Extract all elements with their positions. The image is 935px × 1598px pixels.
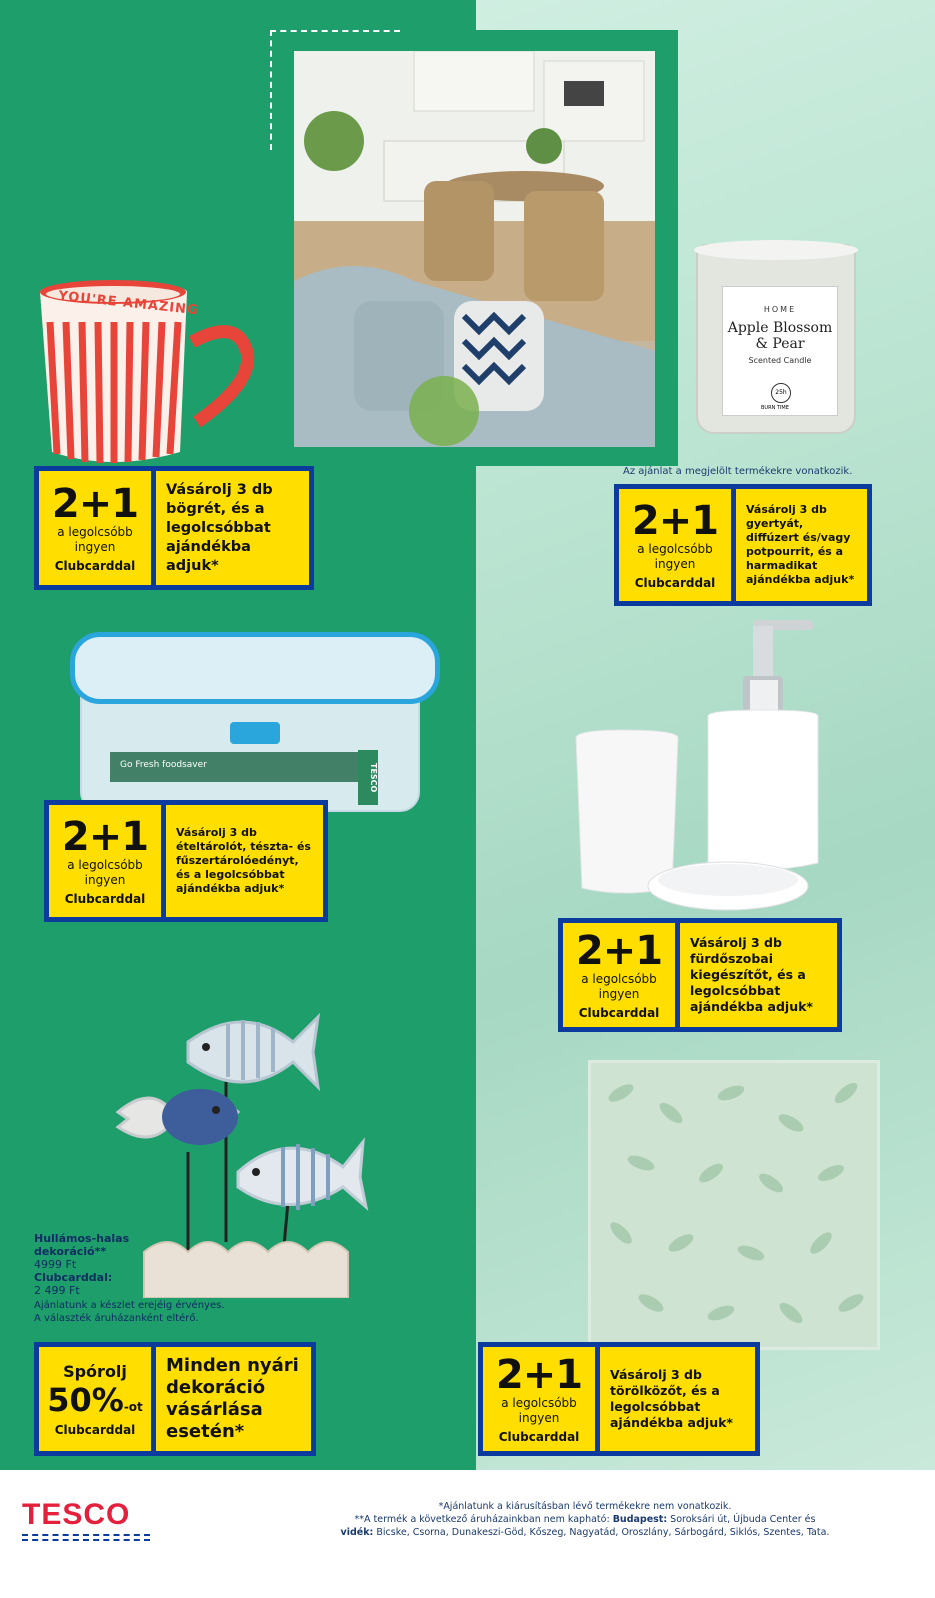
interior-photo bbox=[294, 51, 655, 447]
promo-save-50 bbox=[34, 1342, 316, 1456]
promo-big: 2+1 bbox=[575, 928, 663, 974]
footer-disclaimer bbox=[240, 1500, 930, 1539]
promo-club: Clubcarddal bbox=[634, 576, 716, 590]
promo-bathroom bbox=[558, 918, 842, 1032]
promo-line1: a legolcsóbb bbox=[57, 525, 133, 539]
footer-line2-c: Soroksári út, Újbuda Center és bbox=[667, 1514, 816, 1525]
promo-mug bbox=[34, 466, 314, 590]
footer-line1: *Ajánlatunk a kiárusításban lévő termékekre nem vonatkozik. bbox=[438, 1501, 732, 1512]
save-club: Clubcarddal bbox=[54, 1422, 136, 1437]
food-container-image bbox=[70, 632, 442, 812]
fish-club-price: 2 499 Ft bbox=[34, 1284, 80, 1297]
promo-text: Vásárolj 3 db törölközőt, és a legolcsóbbat ajándékba adjuk* bbox=[600, 1347, 755, 1451]
footer-line2-a: **A termék a következő áruházainkban nem kapható: bbox=[354, 1514, 613, 1525]
mug-text: YOU'RE AMAZING bbox=[57, 288, 200, 319]
footer-line2-b: Budapest: bbox=[612, 1514, 668, 1525]
promo-text: Vásárolj 3 db ételtárolót, tészta- és fűszertárolóedényt, és a legolcsóbbat ajándékba adjuk* bbox=[166, 805, 323, 917]
fish-product-info bbox=[34, 1232, 225, 1325]
save-suffix: -ot bbox=[123, 1399, 143, 1414]
promo-big: 2+1 bbox=[631, 498, 719, 544]
bathroom-set-image bbox=[568, 618, 828, 918]
promo-big: 2+1 bbox=[61, 814, 149, 860]
tesco-logo-text: TESCO bbox=[22, 1498, 131, 1531]
fish-name-1: Hullámos-halas bbox=[34, 1232, 130, 1245]
candle-image bbox=[690, 238, 862, 438]
fish-name-2: dekoráció** bbox=[34, 1245, 107, 1258]
promo-club: Clubcarddal bbox=[578, 1006, 660, 1020]
footer-line3-a: vidék: bbox=[340, 1527, 374, 1538]
candle-burn-label: BURN TIME bbox=[761, 405, 789, 411]
footer-line3-b: Bicske, Csorna, Dunakeszi-Göd, Kőszeg, Nagyatád, Oroszlány, Sárbogárd, Siklós, Szentes, Tata. bbox=[373, 1527, 830, 1538]
promo-line2: ingyen bbox=[654, 557, 696, 571]
offer-note: Az ajánlat a megjelölt termékekre vonatkozik. bbox=[623, 466, 853, 477]
promo-line2: ingyen bbox=[518, 1411, 560, 1425]
tesco-logo bbox=[22, 1498, 150, 1542]
candle-burn-hours: 25h bbox=[771, 383, 791, 403]
save-text: Minden nyári dekoráció vásárlása esetén* bbox=[156, 1347, 311, 1451]
save-spor: Spórolj bbox=[63, 1361, 127, 1381]
promo-club: Clubcarddal bbox=[64, 892, 146, 906]
promo-line1: a legolcsóbb bbox=[67, 858, 143, 872]
promo-candle bbox=[614, 484, 872, 606]
fish-price: 4999 Ft bbox=[34, 1258, 77, 1271]
promo-text: Vásárolj 3 db bögrét, és a legolcsóbbat ajándékba adjuk* bbox=[156, 471, 309, 585]
promo-big: 2+1 bbox=[51, 481, 139, 527]
promo-text: Vásárolj 3 db fürdőszobai kiegészítőt, és a legolcsóbbat ajándékba adjuk* bbox=[680, 923, 837, 1027]
promo-line1: a legolcsóbb bbox=[637, 542, 713, 556]
container-tesco-label: TESCO bbox=[358, 750, 378, 805]
promo-line1: a legolcsóbb bbox=[501, 1396, 577, 1410]
promo-container bbox=[44, 800, 328, 922]
save-pct: 50% bbox=[47, 1380, 124, 1419]
candle-type: Scented Candle bbox=[748, 356, 812, 365]
candle-brand: HOME bbox=[763, 305, 797, 314]
promo-big: 2+1 bbox=[495, 1352, 583, 1398]
candle-name-2: & Pear bbox=[755, 336, 805, 352]
promo-line2: ingyen bbox=[74, 540, 116, 554]
promo-line1: a legolcsóbb bbox=[581, 972, 657, 986]
promo-towel bbox=[478, 1342, 760, 1456]
promo-club: Clubcarddal bbox=[54, 559, 136, 573]
mug-image bbox=[22, 272, 262, 472]
promo-line2: ingyen bbox=[598, 987, 640, 1001]
promo-club: Clubcarddal bbox=[498, 1430, 580, 1444]
fish-stock-note-2: A választék áruházanként eltérő. bbox=[34, 1313, 199, 1324]
container-brand: Go Fresh foodsaver bbox=[120, 760, 207, 770]
candle-name-1: Apple Blossom bbox=[727, 320, 833, 336]
promo-text: Vásárolj 3 db gyertyát, diffúzert és/vagy potpourrit, és a harmadikat ajándékba adjuk* bbox=[736, 489, 867, 601]
fish-club-label: Clubcarddal: bbox=[34, 1271, 113, 1284]
promo-line2: ingyen bbox=[84, 873, 126, 887]
fish-stock-note-1: Ajánlatunk a készlet erejéig érvényes. bbox=[34, 1300, 225, 1311]
towel-image bbox=[588, 1060, 880, 1350]
